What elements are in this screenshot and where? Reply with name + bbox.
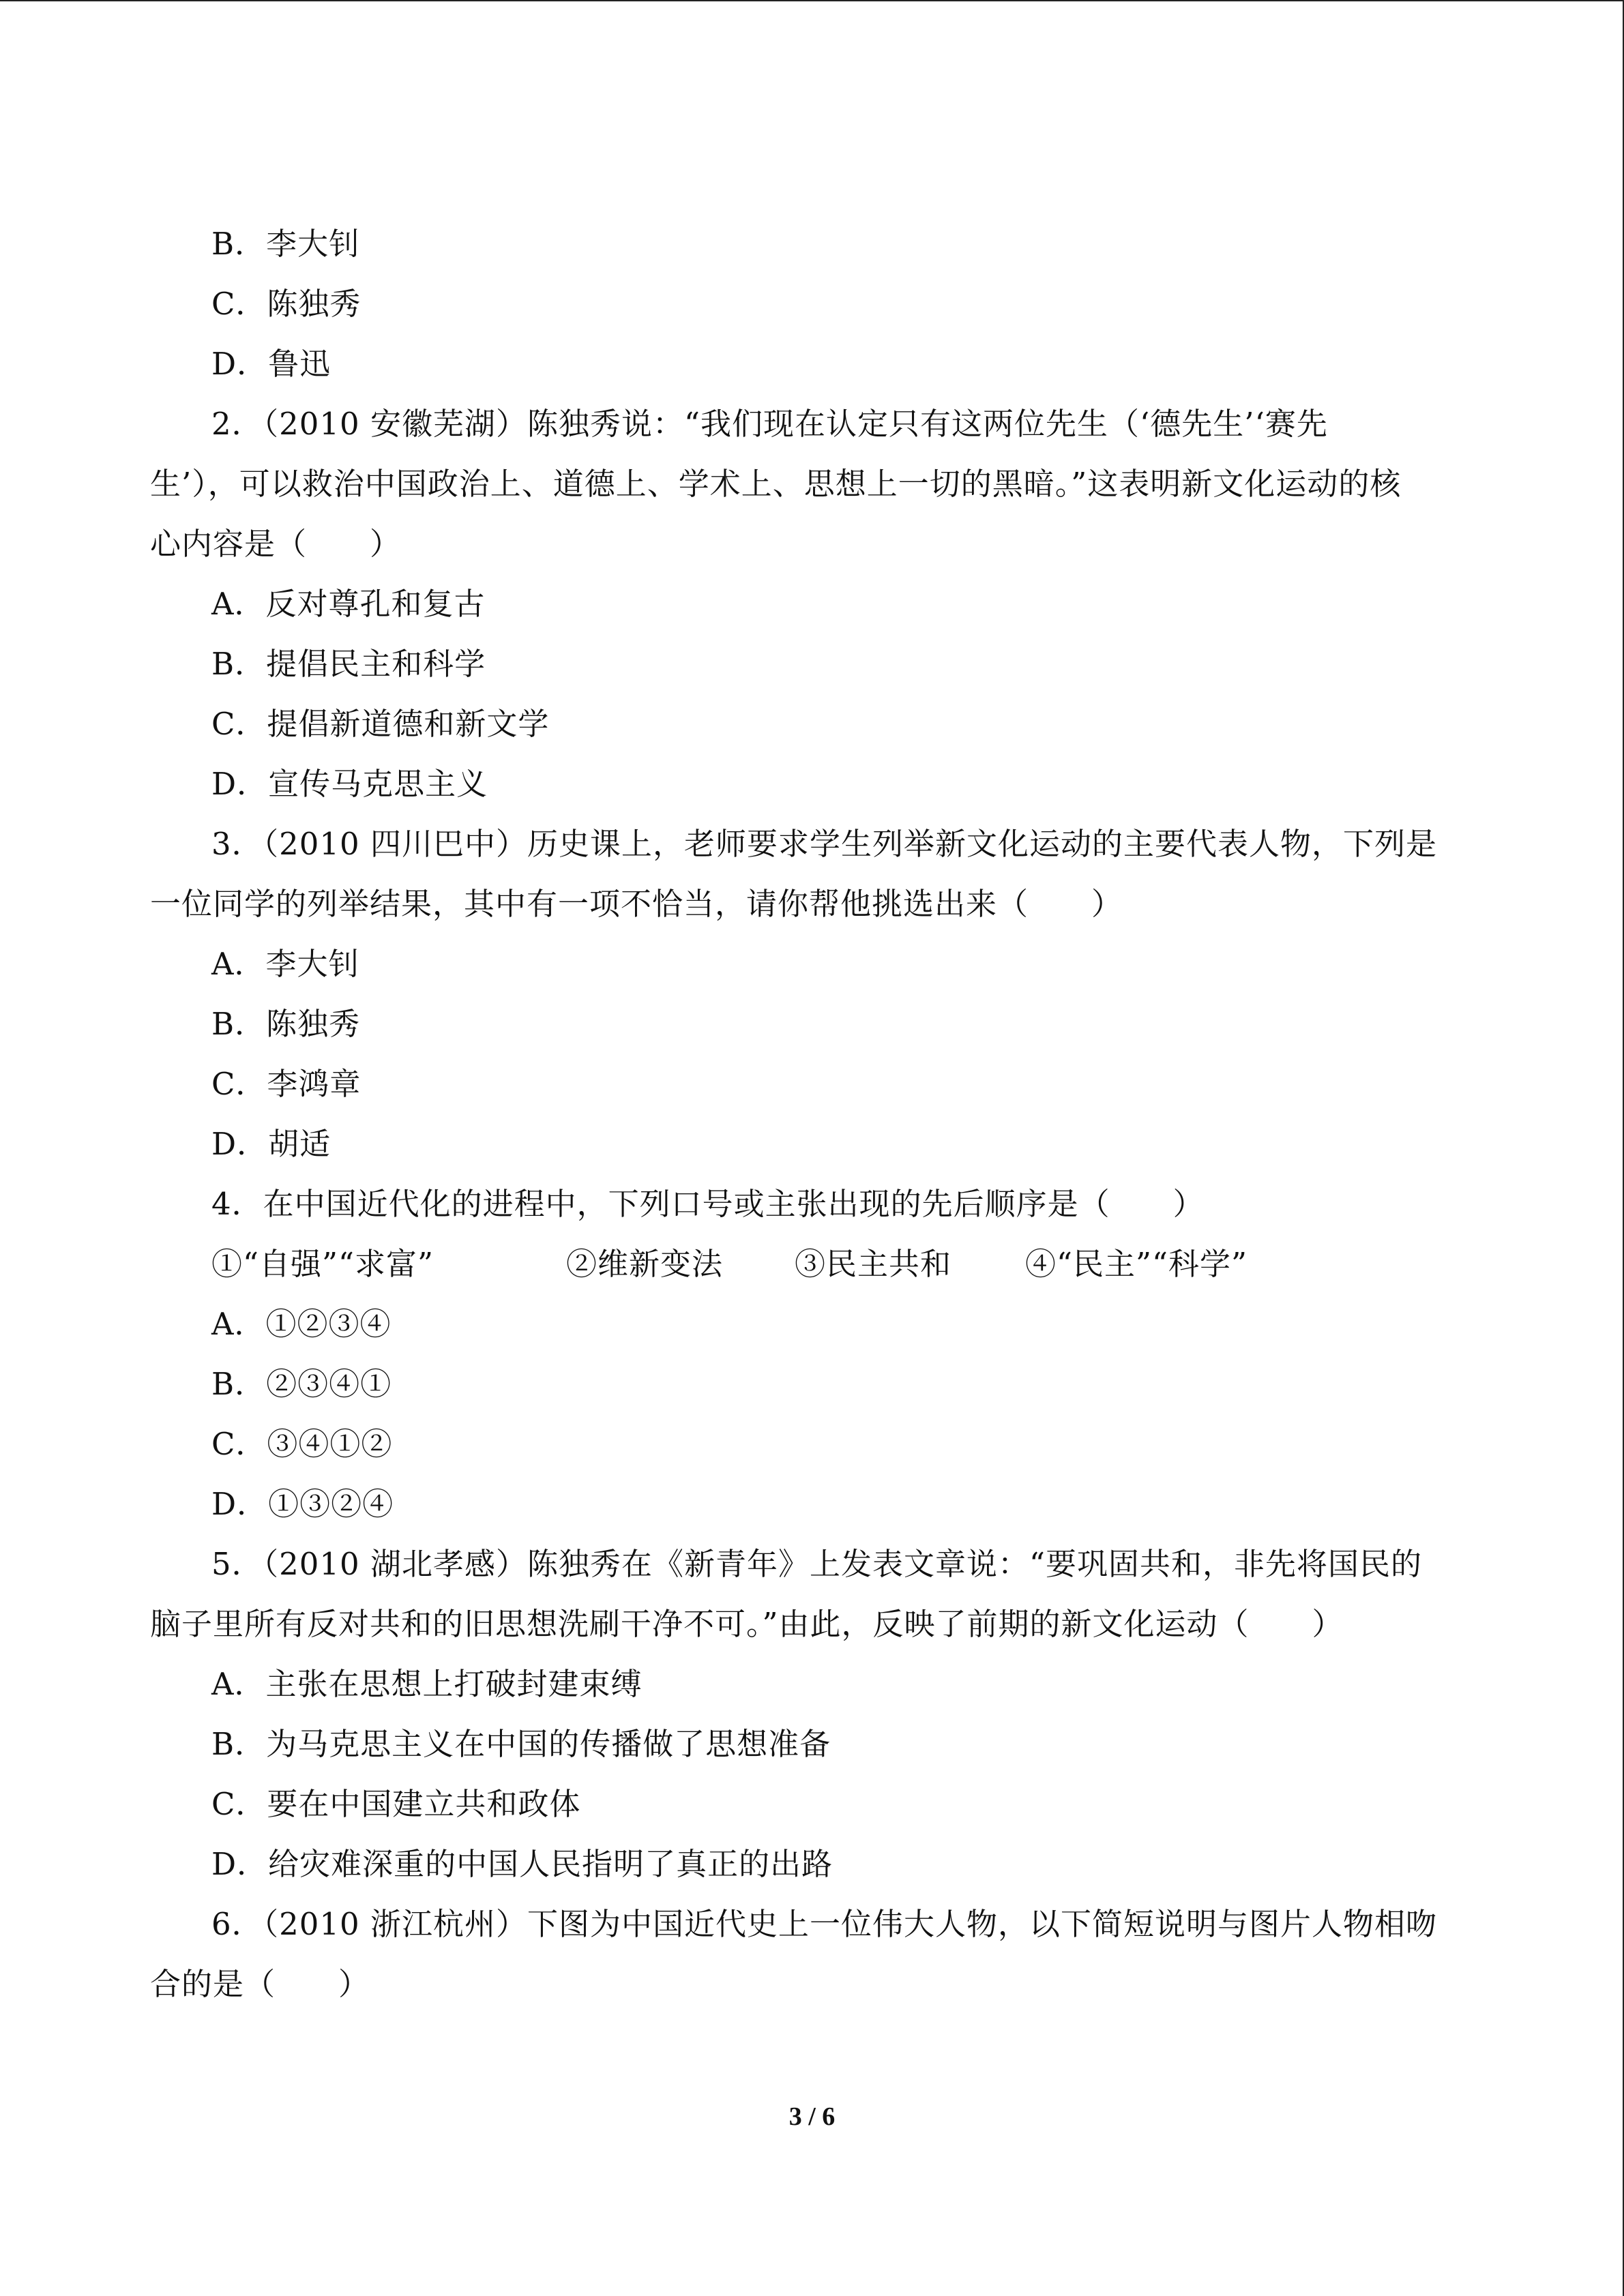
question-2-line-1: 2．（2010 安徽芜湖）陈独秀说：“我们现在认定只有这两位先生（‘德先生’‘赛先 bbox=[211, 406, 1328, 442]
option-5c: C．要在中国建立共和政体 bbox=[211, 1786, 581, 1822]
option-5b: B．为马克思主义在中国的传播做了思想准备 bbox=[211, 1726, 831, 1762]
option-4d: D．①③②④ bbox=[211, 1486, 394, 1522]
question-6-line-2: 合的是（ ） bbox=[150, 1966, 370, 2002]
question-3-line-1: 3．（2010 四川巴中）历史课上，老师要求学生列举新文化运动的主要代表人物，下列是 bbox=[211, 826, 1437, 862]
question-4-line-1: 4．在中国近代化的进程中，下列口号或主张出现的先后顺序是（ ） bbox=[211, 1186, 1205, 1222]
option-5d: D．给灾难深重的中国人民指明了真正的出路 bbox=[211, 1846, 833, 1882]
option-3a: A．李大钊 bbox=[211, 946, 360, 982]
question-6-line-1: 6．（2010 浙江杭州）下图为中国近代史上一位伟大人物，以下简短说明与图片人物相吻 bbox=[211, 1906, 1437, 1942]
item-2: ②维新变法 bbox=[566, 1246, 724, 1282]
option-4b: B．②③④① bbox=[211, 1366, 392, 1402]
page-content bbox=[150, 214, 1473, 2014]
option-3c: C．李鸿章 bbox=[211, 1066, 361, 1102]
item-1: ①“自强”“求富” bbox=[211, 1246, 434, 1282]
option-2d: D．宣传马克思主义 bbox=[211, 766, 488, 802]
option-5a: A．主张在思想上打破封建束缚 bbox=[211, 1666, 643, 1702]
option-4c: C．③④①② bbox=[211, 1426, 393, 1462]
page-number: 3 / 6 bbox=[788, 2102, 836, 2131]
option-2b: B．提倡民主和科学 bbox=[211, 646, 486, 682]
option-2a: A．反对尊孔和复古 bbox=[211, 586, 486, 622]
option-3b: B．陈独秀 bbox=[211, 1006, 361, 1042]
question-2-line-3: 心内容是（ ） bbox=[150, 526, 402, 562]
item-4: ④“民主”“科学” bbox=[1025, 1246, 1248, 1282]
option-1b: B．李大钊 bbox=[211, 226, 361, 262]
question-5-line-2: 脑子里所有反对共和的旧思想洗刷干净不可。”由此，反映了前期的新文化运动（ ） bbox=[150, 1606, 1344, 1642]
question-5-line-1: 5．（2010 湖北孝感）陈独秀在《新青年》上发表文章说：“要巩固共和，非先将国民的 bbox=[211, 1546, 1422, 1582]
question-3-line-2: 一位同学的列举结果，其中有一项不恰当，请你帮他挑选出来（ ） bbox=[150, 886, 1123, 922]
question-2-line-2: 生’），可以救治中国政治上、道德上、学术上、思想上一切的黑暗。”这表明新文化运动的核 bbox=[150, 466, 1402, 502]
item-3: ③民主共和 bbox=[795, 1246, 952, 1282]
option-4a: A．①②③④ bbox=[211, 1306, 392, 1342]
option-2c: C．提倡新道德和新文学 bbox=[211, 706, 550, 742]
option-1c: C．陈独秀 bbox=[211, 286, 361, 322]
option-1d: D．鲁迅 bbox=[211, 346, 331, 382]
option-3d: D．胡适 bbox=[211, 1126, 331, 1162]
question-4-items bbox=[150, 1234, 1473, 1294]
